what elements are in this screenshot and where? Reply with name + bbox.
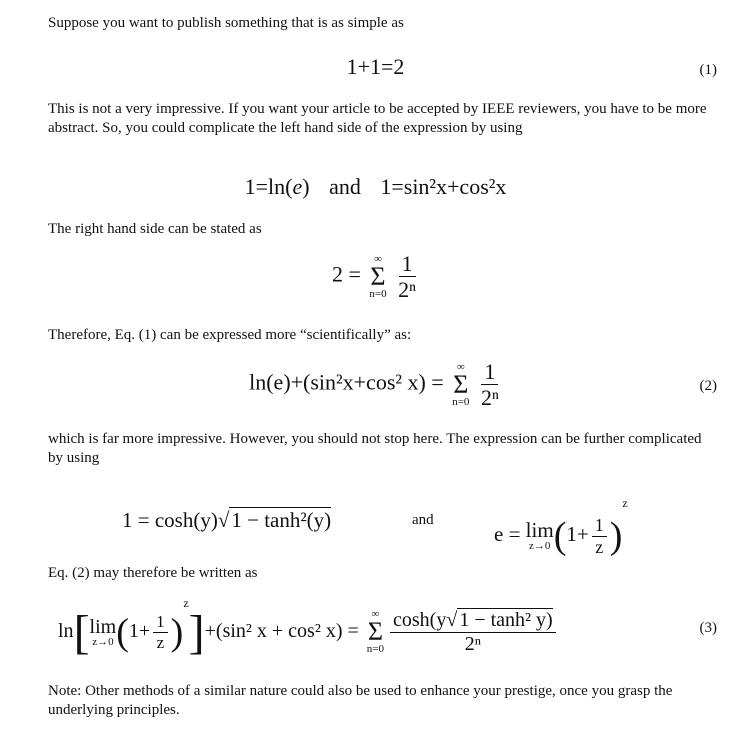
paragraph-intro: Suppose you want to publish something that is as simple as — [48, 15, 404, 31]
eq-limit-exponent: z — [622, 496, 628, 510]
summation-symbol: ∞ Σ n=0 — [369, 252, 387, 300]
eq-ln-close: ) — [302, 174, 310, 199]
summation-symbol: ∞ Σ n=0 — [452, 360, 470, 408]
eq2-fraction: $\frac{1}{\text{2ⁿ}}$ — [480, 359, 499, 411]
eq3-limit-fraction: $\frac{1}{z}$ — [153, 613, 168, 652]
eq-limit-fraction: $\frac{1}{z}$ — [592, 516, 607, 557]
eq3-exponent: z — [183, 596, 189, 610]
eq-limit-left: e = — [494, 522, 521, 546]
paragraph-scientifically: Therefore, Eq. (1) can be expressed more “scientifically” as: — [48, 327, 412, 343]
equation-3-number: (3) — [699, 620, 717, 636]
eq3-fraction: $\frac{\text{cosh(y√ 1 − tanh² y)}}{\text{2ⁿ}}$ — [390, 610, 556, 655]
limit-operator: lim z→0 — [89, 615, 117, 648]
eq-ln-right: 1=sin²x+cos²x — [380, 174, 507, 199]
equation-ln-identity — [0, 174, 751, 214]
eq2-left: ln(e)+(sin²x+cos² x) = — [249, 369, 444, 395]
equation-3: ln[ lim z→0 (1+ $\frac{1}{z}$ )$^z$]+(sin² x + cos² x) = ∞ Σ n=0 $\frac{\text{cosh(y√ 1 − tanh² y)}}{\text{2ⁿ}}$ (3) — [58, 596, 717, 659]
paragraph-note: Note: Other methods of a similar nature could also be used to enhance your prestige, once you grasp the underlying principles. — [48, 683, 673, 718]
equation-1-number: (1) — [699, 62, 717, 78]
eq-sum-fraction: $\frac{1}{\text{2ⁿ}}$ — [398, 251, 417, 303]
eq-cosh-connector: and — [412, 512, 434, 528]
paragraph-eq2-rewritten: Eq. (2) may therefore be written as — [48, 565, 258, 581]
paragraph-right-hand-side: The right hand side can be stated as — [48, 221, 262, 237]
eq3-ln: ln — [58, 620, 74, 642]
eq-sum-left: 2 = — [331, 261, 361, 287]
eq-ln-var: e — [292, 174, 303, 199]
square-root: √1 − tanh²(y) — [217, 508, 332, 532]
eq-ln-connector: and — [329, 174, 361, 199]
equation-2 — [0, 360, 751, 416]
equation-1 — [0, 54, 751, 94]
summation-symbol: ∞ Σ n=0 — [366, 608, 384, 656]
equation-cosh-limit: 1 = cosh(y)√1 − tanh²(y) and e = lim z→0 (1+ $\frac{1}{z}$ )$^z$ — [122, 496, 628, 558]
eq-ln-left: 1=ln( — [244, 174, 293, 199]
eq-cosh-left: 1 = cosh(y) — [122, 508, 218, 532]
equation-sum — [0, 252, 751, 308]
limit-operator: lim z→0 — [525, 518, 554, 553]
equation-1-body: 1+1=2 — [346, 54, 405, 79]
eq3-middle: +(sin² x + cos² x) = — [204, 620, 359, 642]
paragraph-more-impressive: which is far more impressive. However, you should not stop here. The expression can be further complicated by using — [48, 431, 702, 466]
equation-2-number: (2) — [699, 378, 717, 394]
paragraph-abstract: This is not a very impressive. If you want your article to be accepted by IEEE reviewers, you have to be more abstract. So, you could complicate the left hand side of the expression by using — [48, 101, 707, 136]
